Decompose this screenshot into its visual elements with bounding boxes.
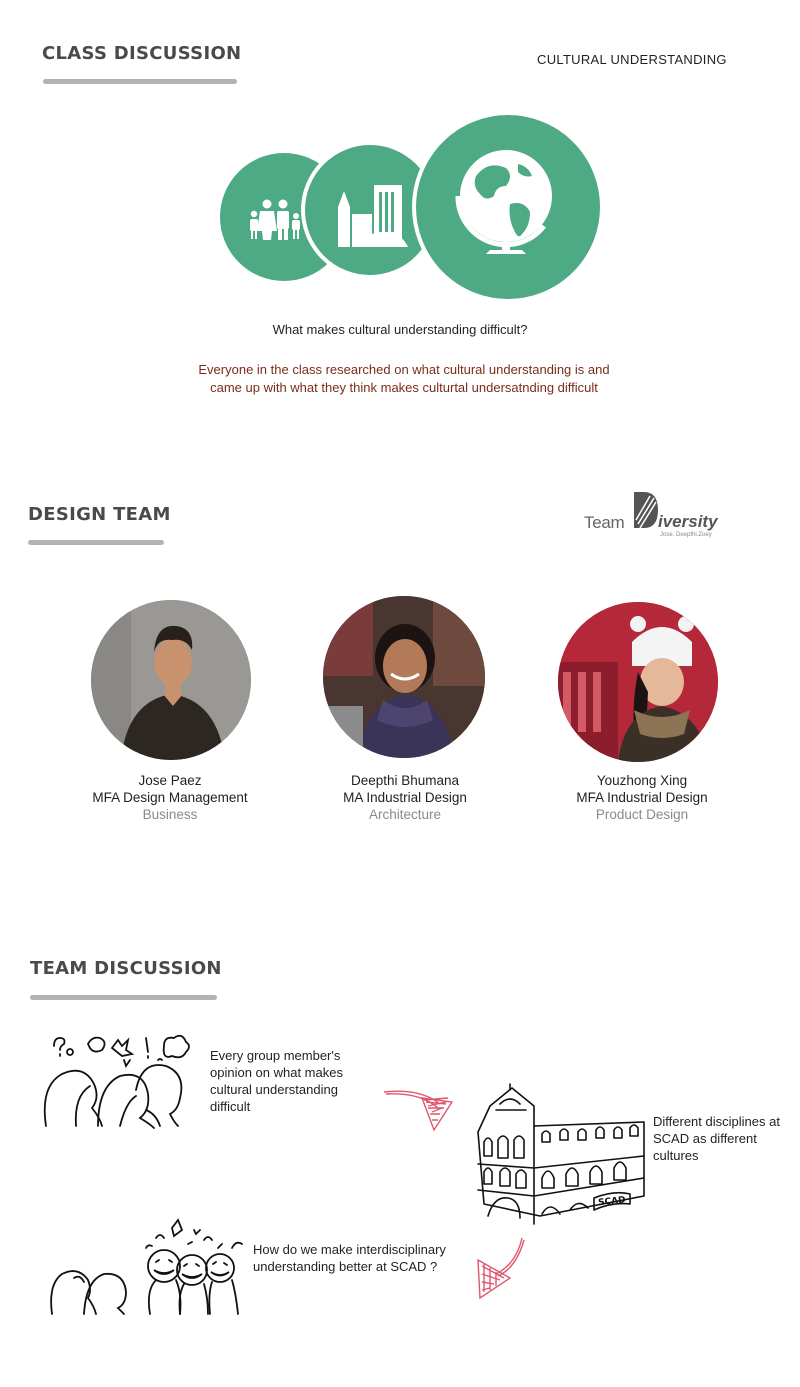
member-name: Youzhong Xing: [596, 773, 688, 788]
member-name: Jose Paez: [138, 773, 202, 788]
note-line: Different disciplines at: [653, 1114, 780, 1129]
member-field: Architecture: [368, 807, 442, 822]
arrow-down-left-icon: [470, 1236, 530, 1302]
design-team-rule: [28, 540, 164, 545]
avatar-youzhong-xing: [558, 602, 718, 762]
member-name: Deepthi Bhumana: [350, 773, 460, 788]
note-line: understanding better at SCAD ?: [253, 1259, 438, 1274]
scad-building-sketch-icon: [470, 1082, 646, 1226]
note-interdisciplinary: [253, 1241, 446, 1275]
avatar-jose-paez: [91, 600, 251, 760]
class-discussion-heading: CLASS DISCUSSION: [42, 43, 242, 64]
cultural-understanding-subtitle: CULTURAL UNDERSTANDING: [537, 52, 727, 67]
note-opinions: [210, 1047, 343, 1115]
note-line: How do we make interdisciplinary: [253, 1242, 446, 1257]
member-program: MFA Design Management: [92, 790, 248, 805]
class-description-line2: came up with what they think makes culturtal undersatnding difficult: [210, 380, 598, 395]
arrow-right-icon: [382, 1086, 462, 1136]
member-youzhong-xing: [542, 772, 742, 823]
note-line: cultural understanding: [210, 1082, 338, 1097]
avatar-deepthi-bhumana: [323, 596, 485, 758]
class-question: What makes cultural understanding difficult?: [272, 322, 528, 337]
thinking-group-sketch-icon: [40, 1030, 192, 1132]
logo-rest-text: iversity: [658, 512, 718, 531]
class-description-line1: Everyone in the class researched on what cultural understanding is and: [198, 362, 610, 377]
team-discussion-rule: [30, 995, 217, 1000]
team-discussion-heading: TEAM DISCUSSION: [30, 958, 222, 979]
building-sign-text: SCAD: [597, 1195, 627, 1209]
note-line: Every group member's: [210, 1048, 341, 1063]
member-program: MFA Industrial Design: [576, 790, 708, 805]
note-line: SCAD as different: [653, 1131, 757, 1146]
logo-names-text: Jose. Deepthi.Zoey: [660, 532, 712, 538]
happy-group-sketch-icon: [44, 1218, 248, 1318]
member-field: Product Design: [595, 807, 689, 822]
logo-team-text: Team: [584, 513, 625, 532]
member-program: MA Industrial Design: [343, 790, 467, 805]
note-disciplines: [653, 1113, 780, 1164]
design-team-heading: DESIGN TEAM: [28, 504, 171, 525]
note-line: cultures: [653, 1148, 699, 1163]
member-deepthi-bhumana: [305, 772, 505, 823]
member-field: Business: [142, 807, 198, 822]
member-jose-paez: [70, 772, 270, 823]
note-line: difficult: [210, 1099, 251, 1114]
logo-d-mark: [632, 490, 660, 530]
team-diversity-logo: [584, 490, 744, 540]
class-discussion-rule: [43, 79, 237, 84]
cultural-icons-group: [218, 112, 604, 304]
note-line: opinion on what makes: [210, 1065, 343, 1080]
